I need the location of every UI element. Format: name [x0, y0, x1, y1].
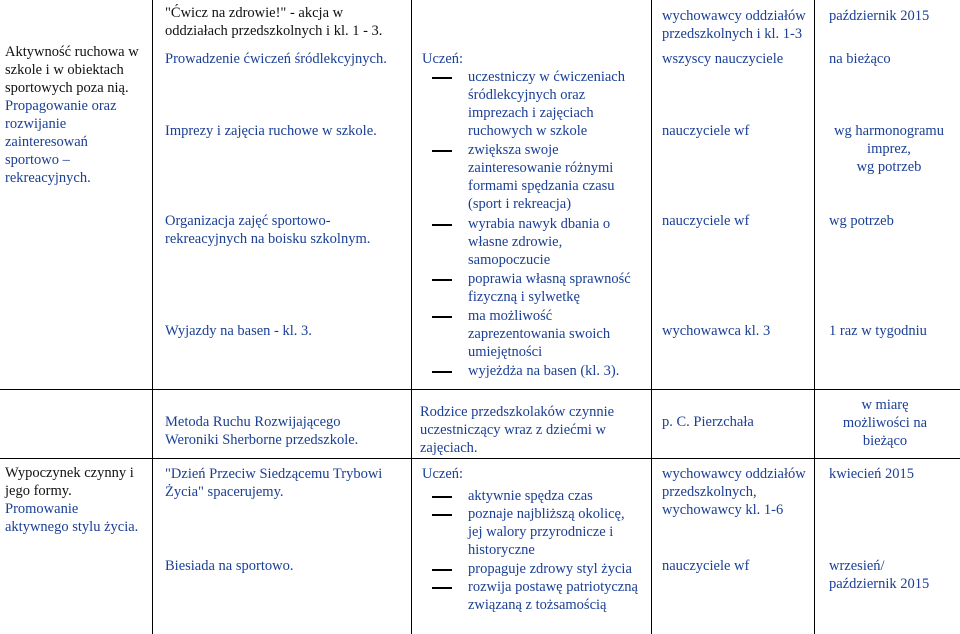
bullet-dash [432, 316, 452, 318]
bullet-dash [432, 279, 452, 281]
bullet-dash [432, 514, 452, 516]
table-vline-1 [152, 0, 153, 634]
row3-responsible-2: nauczyciele wf [662, 558, 750, 574]
row3-responsible-1: wychowawcy oddziałów przedszkolnych, wychowawcy kl. 1-6 [662, 466, 806, 518]
row3-term-2: wrzesień/ październik 2015 [829, 558, 930, 592]
row1-responsible-3: nauczyciele wf [662, 213, 750, 229]
row1-responsible-1: wszyscy nauczyciele [662, 51, 784, 67]
table-vline-4 [814, 0, 815, 634]
row1-task-2: Imprezy i zajęcia ruchowe w szkole. [165, 123, 377, 139]
row3-goal-text: Wypoczynek czynny i jego formy. Promowanie aktywnego stylu życia. [5, 465, 139, 535]
bullet-dash [432, 569, 452, 571]
bullet-dash [432, 224, 452, 226]
row1-goal-text: Aktywność ruchowa w szkole i w obiektach sportowych poza nią. Propagowanie oraz rozwijanie zainteresowań sportowo – rekreacyjnych. [5, 44, 139, 186]
row1-bullet-6: wyjeżdża na basen (kl. 3). [468, 363, 620, 379]
row3-bullet-4: rozwija postawę patriotyczną związaną z tożsamością [468, 579, 638, 613]
row1-term-1: na bieżąco [829, 51, 891, 67]
table-hline-2 [0, 458, 960, 459]
row1-bullet-5: ma możliwość zaprezentowania swoich umiejętności [468, 308, 611, 360]
row1-task-4: Wyjazdy na basen - kl. 3. [165, 323, 312, 339]
table-vline-3 [651, 0, 652, 634]
row1-responsible-4: wychowawca kl. 3 [662, 323, 771, 339]
bullet-dash [432, 77, 452, 79]
row1-bullet-2: zwiększa swoje zainteresowanie różnymi formami spędzania czasu (sport i rekreacja) [468, 142, 615, 212]
row3-student-label: Uczeń: [422, 466, 464, 482]
table-vline-2 [411, 0, 412, 634]
row2-method: Metoda Ruchu Rozwijającego Weroniki Sherborne przedszkole. [165, 414, 359, 448]
row1-responsible-2: nauczyciele wf [662, 123, 750, 139]
row2-parents: Rodzice przedszkolaków czynnie uczestniczący wraz z dziećmi w zajęciach. [420, 404, 615, 456]
row1-student-label: Uczeń: [422, 51, 464, 67]
row3-bullet-3: propaguje zdrowy styl życia [468, 561, 632, 577]
bullet-dash [432, 496, 452, 498]
row1-task-1: Prowadzenie ćwiczeń śródlekcyjnych. [165, 51, 387, 67]
bullet-dash [432, 150, 452, 152]
row1-term-2: wg harmonogramu imprez, wg potrzeb [834, 123, 944, 175]
row1-term-4: 1 raz w tygodniu [829, 323, 927, 339]
row1-responsible-header: wychowawcy oddziałów przedszkolnych i kl. 1-3 [662, 8, 806, 42]
row3-bullet-1: aktywnie spędza czas [468, 488, 593, 504]
row2-term: w miarę możliwości na bieżąco [842, 397, 928, 449]
row1-bullet-4: poprawia własną sprawność fizyczną i sylwetkę [468, 271, 631, 305]
bullet-dash [432, 371, 452, 373]
table-hline-1 [0, 389, 960, 390]
row1-task-3: Organizacja zajęć sportowo- rekreacyjnych na boisku szkolnym. [165, 213, 371, 247]
row3-bullet-2: poznaje najbliższą okolicę, jej walory przyrodnicze i historyczne [468, 506, 625, 558]
row1-term-3: wg potrzeb [829, 213, 894, 229]
row3-event-2: Biesiada na sportowo. [165, 558, 294, 574]
row1-date-header: październik 2015 [829, 8, 930, 24]
row3-term-1: kwiecień 2015 [829, 466, 914, 482]
row1-bullet-1: uczestniczy w ćwiczeniach śródlekcyjnych oraz imprezach i zajęciach ruchowych w szkole [468, 69, 625, 139]
row1-action-title: "Ćwicz na zdrowie!" - akcja w oddziałach przedszkolnych i kl. 1 - 3. [165, 5, 383, 39]
bullet-dash [432, 587, 452, 589]
row1-bullet-3: wyrabia nawyk dbania o własne zdrowie, samopoczucie [468, 216, 611, 268]
row3-event: "Dzień Przeciw Siedzącemu Trybowi Życia" spacerujemy. [165, 466, 383, 500]
row2-responsible: p. C. Pierzchała [662, 414, 754, 430]
